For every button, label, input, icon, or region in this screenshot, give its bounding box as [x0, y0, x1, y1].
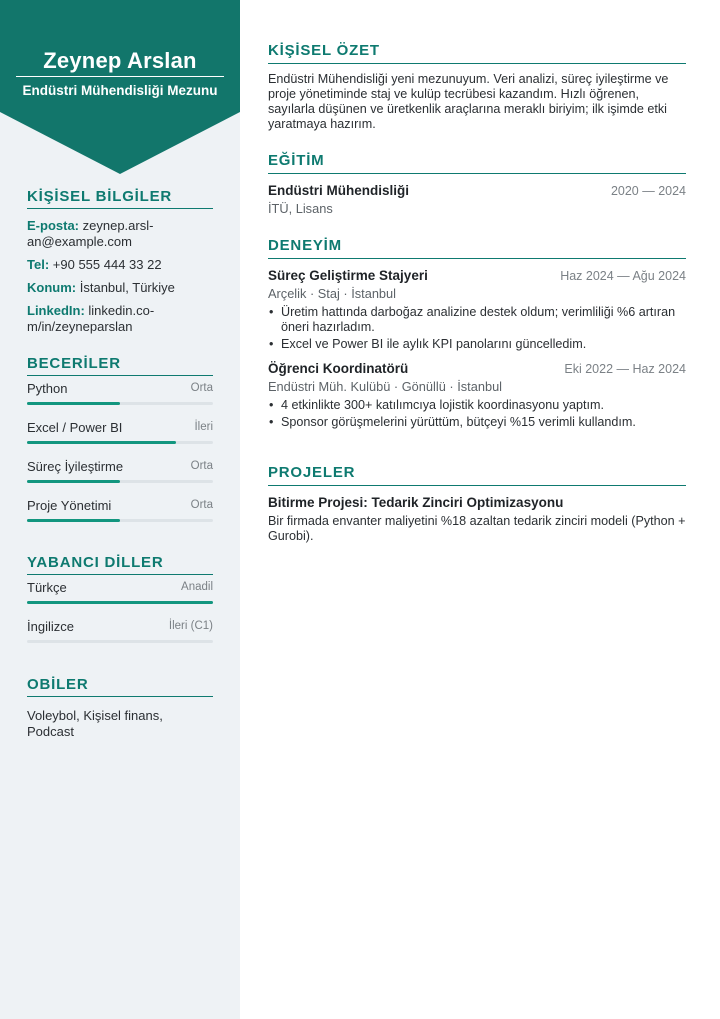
skill-name: Python	[27, 381, 68, 396]
skill-bar-fill	[27, 402, 120, 405]
languages-heading: YABANCI DİLLER	[27, 554, 213, 575]
language-name: İngilizce	[27, 619, 74, 634]
sidebar	[0, 0, 240, 1019]
skill-bar-fill	[27, 519, 120, 522]
location-label: Konum:	[27, 280, 77, 295]
languages-section	[27, 554, 213, 653]
header-banner	[0, 0, 240, 174]
skills-section	[27, 355, 213, 532]
experience-title: Öğrenci Koordinatörü	[268, 361, 409, 376]
skill-row	[27, 493, 213, 532]
summary-heading: KİŞİSEL ÖZET	[268, 42, 686, 64]
education-degree: Endüstri Mühendisliği	[268, 183, 409, 198]
candidate-name: Zeynep Arslan	[43, 48, 197, 73]
hobbies-line-2: Podcast	[27, 724, 74, 739]
project-entry	[268, 495, 686, 544]
personal-info-section	[27, 188, 213, 335]
education-heading: EĞİTİM	[268, 152, 686, 174]
phone-row	[27, 257, 213, 273]
experience-subtitle: Arçelik · Staj · İstanbul	[268, 286, 397, 301]
linkedin-value-1[interactable]: linkedin.co-	[88, 303, 155, 318]
experience-bullets	[268, 305, 686, 352]
email-label: E-posta:	[27, 218, 79, 233]
skill-bar-fill	[27, 480, 120, 483]
language-row	[27, 575, 213, 614]
skill-bar-track	[27, 480, 213, 483]
language-bar-track	[27, 640, 213, 643]
hobbies-section	[27, 676, 213, 740]
name-divider	[16, 76, 224, 77]
education-entry	[268, 183, 686, 216]
summary-text: Endüstri Mühendisliği yeni mezunuyum. Veri analizi, süreç iyileştirme ve proje yönetiminde staj ve kulüp tecrübesi kazandım. Hızlı öğrenen, sayılarla düşünen ve üretkenlik araçlarına meraklı biriyim; ilk işimde etki yaratmaya hazırım.	[268, 72, 669, 131]
skill-level: Orta	[190, 460, 213, 472]
language-row	[27, 614, 213, 653]
email-value-1[interactable]: zeynep.arsl-	[82, 218, 154, 233]
linkedin-label: LinkedIn:	[27, 303, 85, 318]
summary-section	[268, 42, 686, 132]
phone-value[interactable]: +90 555 444 33 22	[52, 257, 162, 272]
experience-bullet: • 4 etkinlikte 300+ katılımcıya lojistik koordinasyonu yaptım.	[268, 398, 686, 413]
projects-heading: PROJELER	[268, 464, 686, 486]
language-name: Türkçe	[27, 580, 67, 595]
linkedin-row	[27, 303, 213, 335]
skill-row	[27, 454, 213, 493]
email-value-2[interactable]: an@example.com	[27, 234, 132, 249]
language-level: Anadil	[181, 581, 213, 593]
skill-bar-track	[27, 519, 213, 522]
linkedin-value-2[interactable]: m/in/zeyneparslan	[27, 319, 133, 334]
skills-heading: BECERİLER	[27, 355, 213, 376]
hobbies-text	[27, 708, 213, 740]
experience-bullet: • Üretim hattında darboğaz analizine destek oldum; verimliliği %6 artıran öneri hazırladım.	[268, 305, 686, 335]
email-row	[27, 218, 213, 250]
skill-bar-fill	[27, 441, 176, 444]
skill-level: İleri	[194, 421, 213, 433]
location-row	[27, 280, 213, 296]
skill-level: Orta	[190, 499, 213, 511]
skill-bar-track	[27, 402, 213, 405]
education-section	[268, 152, 686, 216]
language-bar-fill	[27, 601, 213, 604]
experience-section	[268, 237, 686, 432]
experience-title: Süreç Geliştirme Stajyeri	[268, 268, 428, 283]
experience-bullet: • Excel ve Power BI ile aylık KPI panolarını güncelledim.	[268, 337, 686, 352]
projects-section	[268, 464, 686, 544]
experience-subtitle: Endüstri Müh. Kulübü · Gönüllü · İstanbul	[268, 379, 503, 394]
hobbies-line-1: Voleybol, Kişisel finans,	[27, 708, 163, 723]
experience-entry	[268, 268, 686, 352]
experience-entry	[268, 361, 686, 430]
experience-bullets	[268, 398, 686, 430]
experience-heading: DENEYİM	[268, 237, 686, 259]
location-value: İstanbul, Türkiye	[79, 280, 175, 295]
experience-bullet: • Sponsor görüşmelerini yürüttüm, bütçeyi %15 verimli kullandım.	[268, 415, 686, 430]
skill-name: Excel / Power BI	[27, 420, 123, 435]
project-description: Bir firmada envanter maliyetini %18 azaltan tedarik zinciri modeli (Python + Gurobi).	[268, 514, 686, 543]
skill-bar-track	[27, 441, 213, 444]
phone-label: Tel:	[27, 257, 50, 272]
education-dates: 2020 — 2024	[610, 184, 686, 198]
project-title: Bitirme Projesi: Tedarik Zinciri Optimizasyonu	[268, 495, 564, 510]
experience-dates: Haz 2024 — Ağu 2024	[560, 269, 686, 283]
language-bar-track	[27, 601, 213, 604]
skill-row	[27, 376, 213, 415]
language-level: İleri (C1)	[168, 620, 213, 632]
skill-name: Süreç İyileştirme	[27, 459, 124, 474]
skills-list	[27, 376, 213, 532]
skill-row	[27, 415, 213, 454]
skill-level: Orta	[190, 382, 213, 394]
experience-dates: Eki 2022 — Haz 2024	[564, 362, 686, 376]
skill-name: Proje Yönetimi	[27, 498, 112, 513]
hobbies-heading: OBİLER	[27, 676, 213, 697]
education-school: İTÜ, Lisans	[268, 201, 333, 216]
candidate-title: Endüstri Mühendisliği Mezunu	[22, 83, 218, 98]
personal-info-heading: KİŞİSEL BİLGİLER	[27, 188, 213, 209]
